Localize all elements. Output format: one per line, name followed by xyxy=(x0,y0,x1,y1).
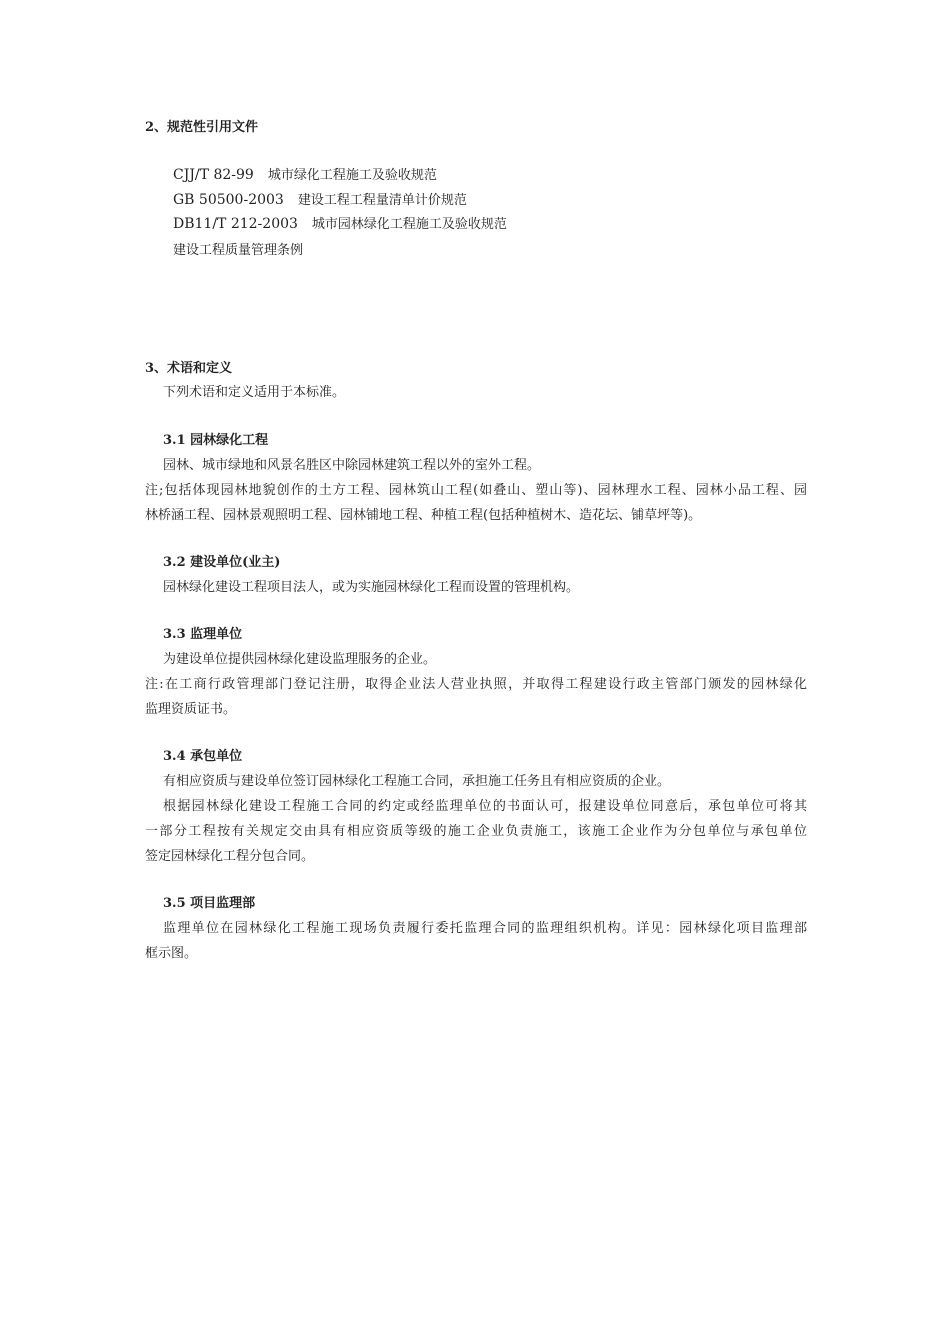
term-heading: 3.5 项目监理部 xyxy=(163,896,256,911)
reference-title: 城市绿化工程施工及验收规范 xyxy=(267,168,437,183)
term-text: 有相应资质与建设单位签订园林绿化工程施工合同，承担施工任务且有相应资质的企业。 xyxy=(163,774,671,789)
term-text: 监理单位在园林绿化工程施工现场负责履行委托监理合同的监理组织机构。详见：园林绿化项目监理部 xyxy=(163,921,807,936)
section-2-heading: 2、规范性引用文件 xyxy=(145,120,259,135)
section-3-intro: 下列术语和定义适用于本标准。 xyxy=(163,385,346,400)
reference-item xyxy=(173,166,437,185)
term-note: 注;包括体现园林地貌创作的土方工程、园林筑山工程(如叠山、塑山等)、园林理水工程、园林小品工程、园 xyxy=(145,483,807,498)
term-heading: 3.3 监理单位 xyxy=(163,627,243,642)
reference-title: 建设工程工程量清单计价规范 xyxy=(297,193,467,208)
reference-title: 城市园林绿化工程施工及验收规范 xyxy=(311,217,507,232)
reference-item xyxy=(173,241,303,260)
reference-code: DB11/T 212-2003 xyxy=(173,216,298,232)
term-note: 林桥涵工程、园林景观照明工程、园林铺地工程、种植工程(包括种植树木、造花坛、铺草坪等)。 xyxy=(145,508,702,523)
term-note: 监理资质证书。 xyxy=(145,702,237,717)
term-text: 一部分工程按有关规定交由具有相应资质等级的施工企业负责施工，该施工企业作为分包单位与承包单位 xyxy=(145,824,807,839)
term-note: 注:在工商行政管理部门登记注册，取得企业法人营业执照，并取得工程建设行政主管部门颁发的园林绿化 xyxy=(145,677,807,692)
reference-code: CJJ/T 82-99 xyxy=(173,167,254,183)
term-heading: 3.4 承包单位 xyxy=(163,749,243,764)
term-text: 根据园林绿化建设工程施工合同的约定或经监理单位的书面认可，报建设单位同意后，承包单位可将其 xyxy=(163,799,807,814)
term-text: 签定园林绿化工程分包合同。 xyxy=(145,849,315,864)
term-text: 框示图。 xyxy=(145,946,198,961)
term-heading: 3.1 园林绿化工程 xyxy=(163,433,269,448)
reference-title: 建设工程质量管理条例 xyxy=(173,243,304,258)
reference-item xyxy=(173,215,507,234)
reference-code: GB 50500-2003 xyxy=(173,192,284,208)
reference-item xyxy=(173,191,467,210)
term-text: 为建设单位提供园林绿化建设监理服务的企业。 xyxy=(163,652,437,667)
term-text: 园林、城市绿地和风景名胜区中除园林建筑工程以外的室外工程。 xyxy=(163,458,541,473)
term-text: 园林绿化建设工程项目法人，或为实施园林绿化工程而设置的管理机构。 xyxy=(163,580,580,595)
term-heading: 3.2 建设单位(业主) xyxy=(163,555,281,570)
section-3-heading: 3、术语和定义 xyxy=(145,361,233,376)
